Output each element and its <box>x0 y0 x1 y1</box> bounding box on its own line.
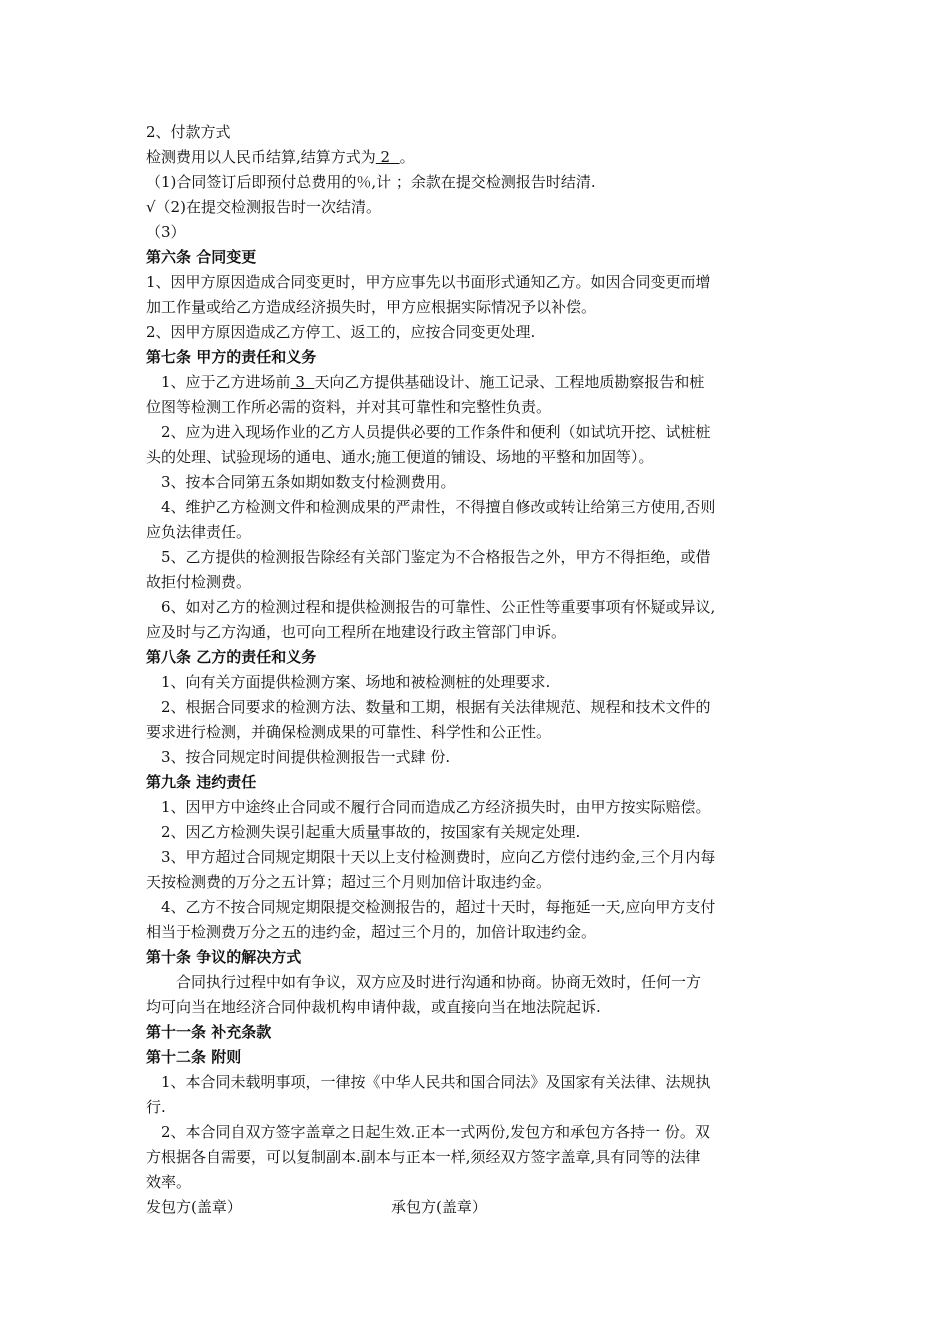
paragraph-line <box>0 395 950 420</box>
paragraph-line <box>0 620 950 645</box>
party-a-seal-label: 发包方(盖章） <box>146 1198 242 1216</box>
line-text: 2、因乙方检测失误引起重大质量事故的，按国家有关规定处理. <box>161 823 581 841</box>
line-text: 2、本合同自双方签字盖章之日起生效.正本一式两份,发包方和承包方各持一 份。双 <box>161 1123 710 1141</box>
paragraph-line <box>0 1145 950 1170</box>
line-text: 应及时与乙方沟通，也可向工程所在地建设行政主管部门申诉。 <box>146 623 567 641</box>
line-text: 加工作量或给乙方造成经济损失时，甲方应根据实际情况予以补偿。 <box>146 298 597 316</box>
line-text: 要求进行检测，并确保检测成果的可靠性、科学性和公正性。 <box>146 723 552 741</box>
line-text: 3、按本合同第五条如期如数支付检测费用。 <box>161 473 456 491</box>
paragraph-line <box>0 720 950 745</box>
paragraph-line <box>0 570 950 595</box>
paragraph-line <box>0 270 950 295</box>
line-text: 天按检测费的万分之五计算；超过三个月则加倍计取违约金。 <box>146 873 552 891</box>
party-b-seal-label: 承包方(盖章） <box>391 1198 487 1216</box>
line-text: 应负法律责任。 <box>146 523 252 541</box>
section-heading <box>0 1045 950 1070</box>
line-text: 第九条 违约责任 <box>146 773 257 791</box>
contract-document <box>0 120 950 1220</box>
line-text: 第八条 乙方的责任和义务 <box>146 648 317 666</box>
line-text: 检测费用以人民币结算,结算方式为 <box>146 148 376 166</box>
paragraph-line <box>0 995 950 1020</box>
line-text: 第六条 合同变更 <box>146 248 257 266</box>
paragraph-line <box>0 370 950 395</box>
paragraph-line <box>0 170 950 195</box>
section-heading <box>0 945 950 970</box>
line-text: 3、按合同规定时间提供检测报告一式肆 份. <box>161 748 451 766</box>
paragraph-line <box>0 1120 950 1145</box>
line-text: 合同执行过程中如有争议，双方应及时进行沟通和协商。协商无效时，任何一方 <box>176 973 702 991</box>
fill-in-value: 2 <box>375 148 400 166</box>
line-text: 5、乙方提供的检测报告除经有关部门鉴定为不合格报告之外，甲方不得拒绝，或借 <box>161 548 711 566</box>
signature-row <box>0 1195 950 1220</box>
line-text: 1、因甲方原因造成合同变更时，甲方应事先以书面形式通知乙方。如因合同变更而增 <box>146 273 711 291</box>
line-text: （1)合同签订后即预付总费用的％,计 ；余款在提交检测报告时结清. <box>146 173 596 191</box>
paragraph-line <box>0 145 950 170</box>
paragraph-line <box>0 420 950 445</box>
section-heading <box>0 345 950 370</box>
line-text: 第十二条 附则 <box>146 1048 242 1066</box>
line-text: 行. <box>146 1098 166 1116</box>
paragraph-line <box>0 1095 950 1120</box>
paragraph-line <box>0 970 950 995</box>
line-text: 1、向有关方面提供检测方案、场地和被检测桩的处理要求. <box>161 673 551 691</box>
paragraph-line <box>0 295 950 320</box>
paragraph-line <box>0 870 950 895</box>
paragraph-line <box>0 820 950 845</box>
paragraph-line <box>0 920 950 945</box>
line-text: 第七条 甲方的责任和义务 <box>146 348 317 366</box>
paragraph-line <box>0 845 950 870</box>
line-text: 1、因甲方中途终止合同或不履行合同而造成乙方经济损失时，由甲方按实际赔偿。 <box>161 798 711 816</box>
paragraph-line <box>0 795 950 820</box>
section-heading <box>0 245 950 270</box>
line-text: 故拒付检测费。 <box>146 573 252 591</box>
line-text-after: 天向乙方提供基础设计、施工记录、工程地质勘察报告和桩 <box>314 373 705 391</box>
paragraph-line <box>0 745 950 770</box>
line-text: √（2)在提交检测报告时一次结清。 <box>146 198 381 216</box>
line-text: 相当于检测费万分之五的违约金，超过三个月的，加倍计取违约金。 <box>146 923 597 941</box>
paragraph-line <box>0 445 950 470</box>
paragraph-line <box>0 545 950 570</box>
line-text: 2、付款方式 <box>146 123 231 141</box>
line-text: 2、根据合同要求的检测方法、数量和工期，根据有关法律规范、规程和技术文件的 <box>161 698 711 716</box>
line-text: 头的处理、试验现场的通电、通水;施工便道的铺设、场地的平整和加固等）。 <box>146 448 654 466</box>
paragraph-line <box>0 495 950 520</box>
line-text: 4、乙方不按合同规定期限提交检测报告的，超过十天时，每拖延一天,应向甲方支付 <box>161 898 716 916</box>
paragraph-line <box>0 195 950 220</box>
section-heading <box>0 1020 950 1045</box>
line-text: 2、应为进入现场作业的乙方人员提供必要的工作条件和便利（如试坑开挖、试桩桩 <box>161 423 711 441</box>
line-text: 第十条 争议的解决方式 <box>146 948 302 966</box>
paragraph-line <box>0 895 950 920</box>
paragraph-line <box>0 120 950 145</box>
line-text-after: 。 <box>399 148 415 166</box>
line-text: 均可向当在地经济合同仲裁机构申请仲裁，或直接向当在地法院起诉. <box>146 998 601 1016</box>
section-heading <box>0 770 950 795</box>
paragraph-line <box>0 320 950 345</box>
line-text: 1、本合同未载明事项，一律按《中华人民共和国合同法》及国家有关法律、法规执 <box>161 1073 711 1091</box>
line-text: 第十一条 补充条款 <box>146 1023 272 1041</box>
line-text: 6、如对乙方的检测过程和提供检测报告的可靠性、公正性等重要事项有怀疑或异议, <box>161 598 716 616</box>
paragraph-line <box>0 670 950 695</box>
line-text: 效率。 <box>146 1173 192 1191</box>
paragraph-line <box>0 520 950 545</box>
paragraph-line <box>0 695 950 720</box>
line-text: 4、维护乙方检测文件和检测成果的严肃性，不得擅自修改或转让给第三方使用,否则 <box>161 498 716 516</box>
paragraph-line <box>0 1170 950 1195</box>
line-text: 位图等检测工作所必需的资料，并对其可靠性和完整性负责。 <box>146 398 552 416</box>
paragraph-line <box>0 1070 950 1095</box>
line-text: 3、甲方超过合同规定期限十天以上支付检测费时，应向乙方偿付违约金,三个月内每 <box>161 848 716 866</box>
line-text: 1、应于乙方进场前 <box>161 373 291 391</box>
paragraph-line <box>0 595 950 620</box>
paragraph-line <box>0 220 950 245</box>
line-text: 2、因甲方原因造成乙方停工、返工的，应按合同变更处理. <box>146 323 536 341</box>
section-heading <box>0 645 950 670</box>
fill-in-value: 3 <box>290 373 315 391</box>
line-text: （3） <box>146 223 186 241</box>
line-text: 方根据各自需要，可以复制副本.副本与正本一样,须经双方签字盖章,具有同等的法律 <box>146 1148 701 1166</box>
paragraph-line <box>0 470 950 495</box>
